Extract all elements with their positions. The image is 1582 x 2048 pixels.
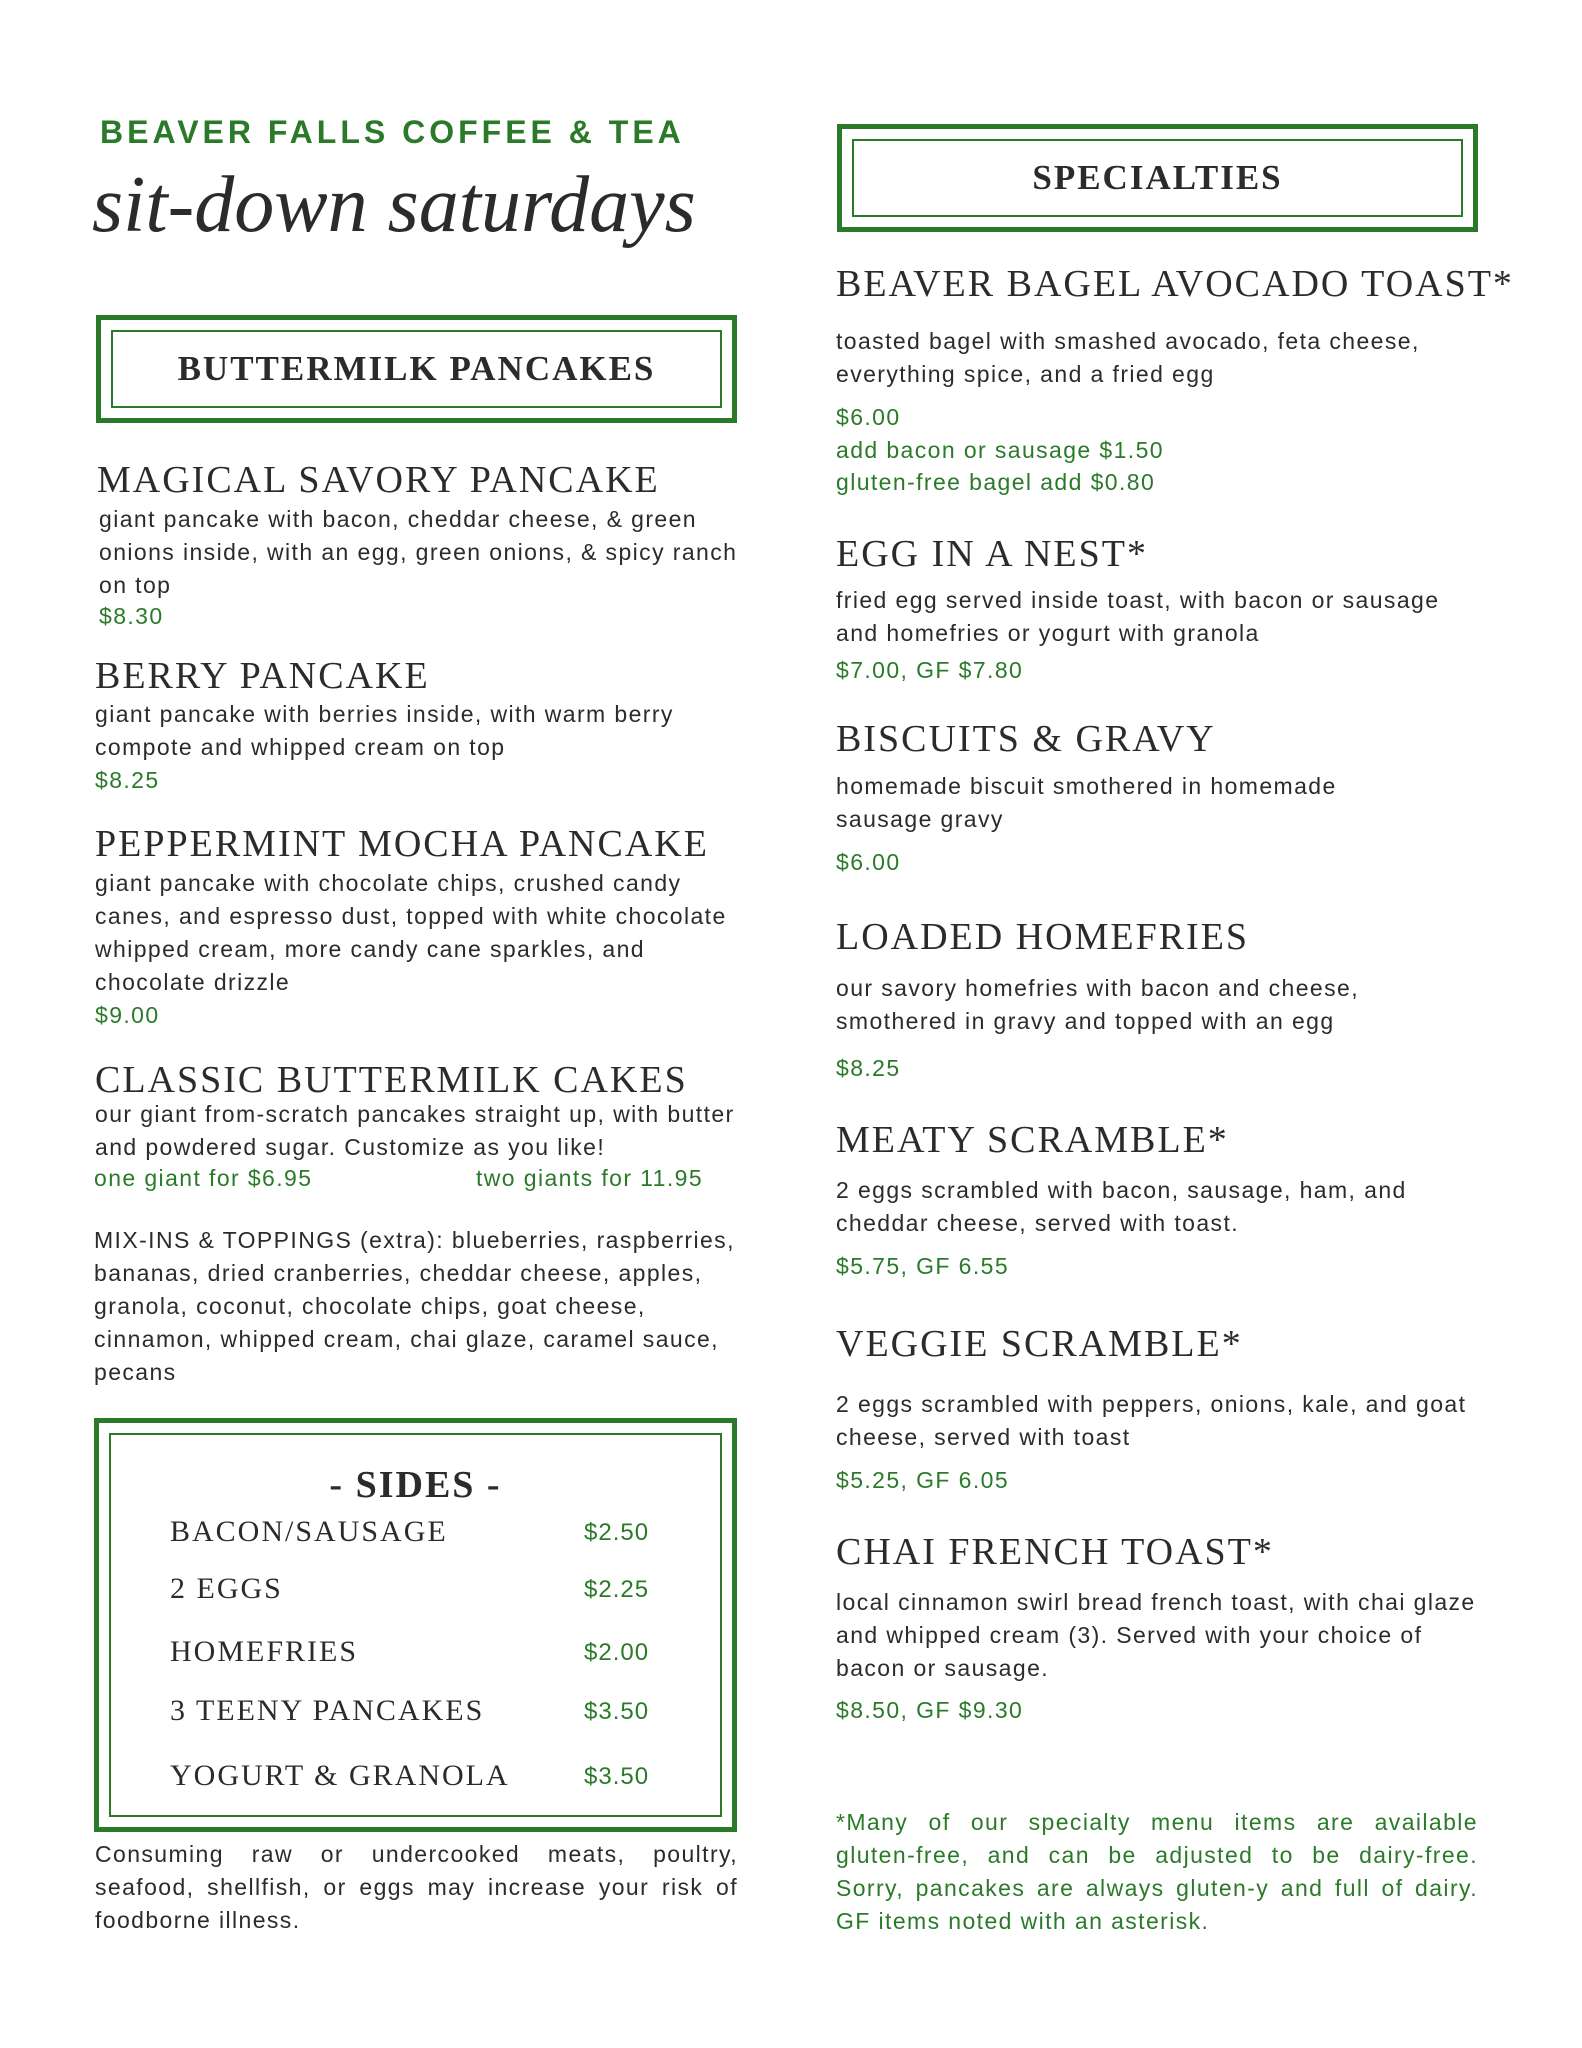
addon-bacon-sausage: add bacon or sausage $1.50 bbox=[836, 437, 1164, 463]
side-name-3-teeny-pancakes: 3 TEENY PANCAKES bbox=[170, 1694, 485, 1727]
item-price-magical-savory-pancake: $8.30 bbox=[99, 603, 164, 629]
side-price-homefries: $2.00 bbox=[584, 1639, 650, 1666]
item-desc-berry-pancake: giant pancake with berries inside, with warm berry compote and whipped cream on top bbox=[95, 701, 674, 760]
gluten-free-footnote: *Many of our specialty menu items are available gluten-free, and can be adjusted to be dairy-free. Sorry, pancakes are always gluten-y and full of dairy. GF items noted with an asterisk. bbox=[836, 1809, 1478, 1934]
sides-title: - SIDES - bbox=[329, 1464, 502, 1506]
menu-title: sit-down saturdays bbox=[92, 161, 696, 249]
item-price-egg-in-a-nest: $7.00, GF $7.80 bbox=[836, 657, 1024, 683]
food-safety-disclaimer: Consuming raw or undercooked meats, poultry, seafood, shellfish, or eggs may increase your risk of foodborne illness. bbox=[95, 1841, 738, 1933]
item-desc-biscuits-gravy: homemade biscuit smothered in homemade sausage gravy bbox=[836, 773, 1337, 832]
item-title-meaty-scramble: MEATY SCRAMBLE* bbox=[836, 1119, 1229, 1161]
specialties-heading-box bbox=[837, 124, 1478, 232]
side-name-bacon-sausage: BACON/SAUSAGE bbox=[170, 1515, 448, 1548]
item-desc-magical-savory-pancake: giant pancake with bacon, cheddar cheese, & green onions inside, with an egg, green onions, & spicy ranch on top bbox=[99, 506, 738, 598]
brand-name: BEAVER FALLS COFFEE & TEA bbox=[100, 114, 685, 150]
item-title-berry-pancake: BERRY PANCAKE bbox=[95, 655, 430, 697]
item-title-loaded-homefries: LOADED HOMEFRIES bbox=[836, 916, 1250, 958]
item-price-veggie-scramble: $5.25, GF 6.05 bbox=[836, 1467, 1010, 1493]
item-price-loaded-homefries: $8.25 bbox=[836, 1055, 901, 1081]
side-price-2-eggs: $2.25 bbox=[584, 1576, 650, 1603]
item-desc-beaver-bagel-avocado-toast: toasted bagel with smashed avocado, feta cheese, everything spice, and a fried egg bbox=[836, 328, 1420, 387]
item-price-chai-french-toast: $8.50, GF $9.30 bbox=[836, 1697, 1024, 1723]
item-title-biscuits-gravy: BISCUITS & GRAVY bbox=[836, 718, 1216, 760]
item-price-berry-pancake: $8.25 bbox=[95, 767, 160, 793]
side-price-bacon-sausage: $2.50 bbox=[584, 1519, 650, 1546]
item-desc-loaded-homefries: our savory homefries with bacon and cheese, smothered in gravy and topped with an egg bbox=[836, 975, 1360, 1034]
addon-gluten-free-bagel: gluten-free bagel add $0.80 bbox=[836, 469, 1156, 495]
pancakes-heading-box bbox=[96, 315, 737, 423]
item-price-meaty-scramble: $5.75, GF 6.55 bbox=[836, 1253, 1010, 1279]
specialties-heading: SPECIALTIES bbox=[1032, 158, 1283, 197]
side-price-yogurt-granola: $3.50 bbox=[584, 1763, 650, 1790]
item-title-beaver-bagel-avocado-toast: BEAVER BAGEL AVOCADO TOAST* bbox=[836, 263, 1514, 305]
pancakes-heading: BUTTERMILK PANCAKES bbox=[177, 349, 656, 388]
item-desc-classic-buttermilk-cakes: our giant from-scratch pancakes straight up, with butter and powdered sugar. Customize as you like! bbox=[95, 1101, 735, 1160]
side-name-2-eggs: 2 EGGS bbox=[170, 1572, 283, 1605]
item-price-peppermint-mocha-pancake: $9.00 bbox=[95, 1002, 160, 1028]
side-price-3-teeny-pancakes: $3.50 bbox=[584, 1698, 650, 1725]
item-price-beaver-bagel-avocado-toast: $6.00 bbox=[836, 404, 901, 430]
side-name-yogurt-granola: YOGURT & GRANOLA bbox=[170, 1759, 510, 1792]
item-desc-chai-french-toast: local cinnamon swirl bread french toast, with chai glaze and whipped cream (3). Served with your choice of bacon or sausage. bbox=[836, 1589, 1476, 1681]
item-price-two-giants: two giants for 11.95 bbox=[476, 1165, 704, 1191]
item-title-chai-french-toast: CHAI FRENCH TOAST* bbox=[836, 1531, 1274, 1573]
item-price-one-giant: one giant for $6.95 bbox=[94, 1165, 313, 1191]
item-title-veggie-scramble: VEGGIE SCRAMBLE* bbox=[836, 1323, 1243, 1365]
item-title-egg-in-a-nest: EGG IN A NEST* bbox=[836, 533, 1148, 575]
item-title-magical-savory-pancake: MAGICAL SAVORY PANCAKE bbox=[97, 459, 660, 501]
mixins-toppings: MIX-INS & TOPPINGS (extra): blueberries, raspberries, bananas, dried cranberries, cheddar cheese, apples, granola, coconut, chocolate chips, goat cheese, cinnamon, whipped cream, chai glaze, caramel sauce, pecans bbox=[94, 1227, 735, 1385]
side-name-homefries: HOMEFRIES bbox=[170, 1635, 359, 1668]
item-desc-egg-in-a-nest: fried egg served inside toast, with bacon or sausage and homefries or yogurt with granola bbox=[836, 587, 1440, 646]
item-desc-peppermint-mocha-pancake: giant pancake with chocolate chips, crushed candy canes, and espresso dust, topped with white chocolate whipped cream, more candy cane sparkles, and chocolate drizzle bbox=[95, 870, 727, 995]
item-price-biscuits-gravy: $6.00 bbox=[836, 849, 901, 875]
item-title-classic-buttermilk-cakes: CLASSIC BUTTERMILK CAKES bbox=[95, 1059, 688, 1101]
item-desc-veggie-scramble: 2 eggs scrambled with peppers, onions, kale, and goat cheese, served with toast bbox=[836, 1391, 1467, 1450]
item-title-peppermint-mocha-pancake: PEPPERMINT MOCHA PANCAKE bbox=[95, 823, 709, 865]
item-desc-meaty-scramble: 2 eggs scrambled with bacon, sausage, ham, and cheddar cheese, served with toast. bbox=[836, 1177, 1407, 1236]
